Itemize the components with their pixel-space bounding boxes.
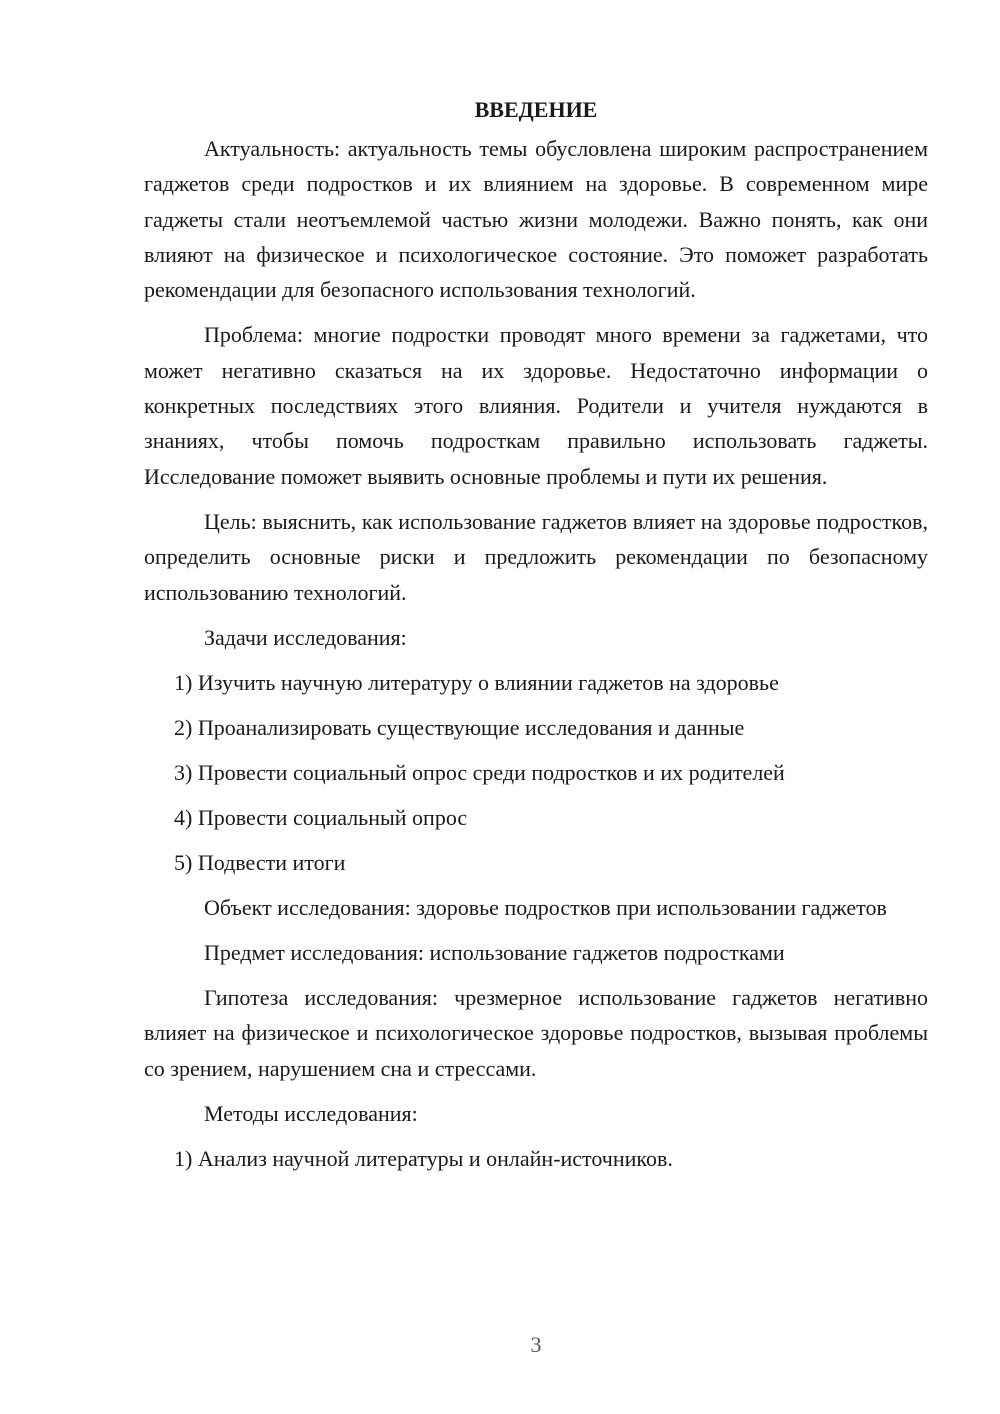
page-number: 3	[530, 1332, 542, 1357]
task-item: 1) Изучить научную литературу о влиянии гаджетов на здоровье	[174, 669, 779, 695]
subject-paragraph: Предмет исследования: использование гаджетов подростками	[204, 940, 785, 966]
object-paragraph: Объект исследования: здоровье подростков при использовании гаджетов	[204, 894, 887, 920]
relevance-paragraph: Актуальность: актуальность темы обусловлена широким распространением гаджетов среди подростков и их влиянием на здоровье. В современном мире гаджеты стали неотъемлемой частью жизни молодежи. Важно понять, как они влияют на физическое и психологическое состояние. Это поможет разработать рекомендации для безопасного использования технологий.	[144, 136, 928, 303]
methods-list	[144, 1141, 928, 1176]
task-item: 5) Подвести итоги	[174, 849, 346, 875]
methods-heading: Методы исследования:	[204, 1101, 418, 1127]
hypothesis-paragraph: Гипотеза исследования: чрезмерное использование гаджетов негативно влияет на физическое и психологическое здоровье подростков, вызывая проблемы со зрением, нарушением сна и стрессами.	[144, 985, 928, 1081]
tasks-list	[144, 665, 928, 880]
tasks-heading: Задачи исследования:	[204, 624, 407, 650]
task-item: 2) Проанализировать существующие исследования и данные	[174, 714, 745, 740]
goal-paragraph: Цель: выяснить, как использование гаджетов влияет на здоровье подростков, определить основные риски и предложить рекомендации по безопасному использованию технологий.	[144, 508, 928, 605]
task-item: 3) Провести социальный опрос среди подростков и их родителей	[174, 759, 785, 785]
task-item: 4) Провести социальный опрос	[174, 804, 468, 830]
document-page	[144, 92, 928, 1186]
page-title: ВВЕДЕНИЕ	[474, 97, 598, 122]
method-item: 1) Анализ научной литературы и онлайн-источников.	[174, 1146, 673, 1172]
problem-paragraph: Проблема: многие подростки проводят много времени за гаджетами, что может негативно сказаться на их здоровье. Недостаточно информации о конкретных последствиях этого влияния. Родители и учителя нуждаются в знаниях, чтобы помочь подросткам правильно использовать гаджеты. Исследование поможет выявить основные проблемы и пути их решения.	[144, 322, 928, 489]
